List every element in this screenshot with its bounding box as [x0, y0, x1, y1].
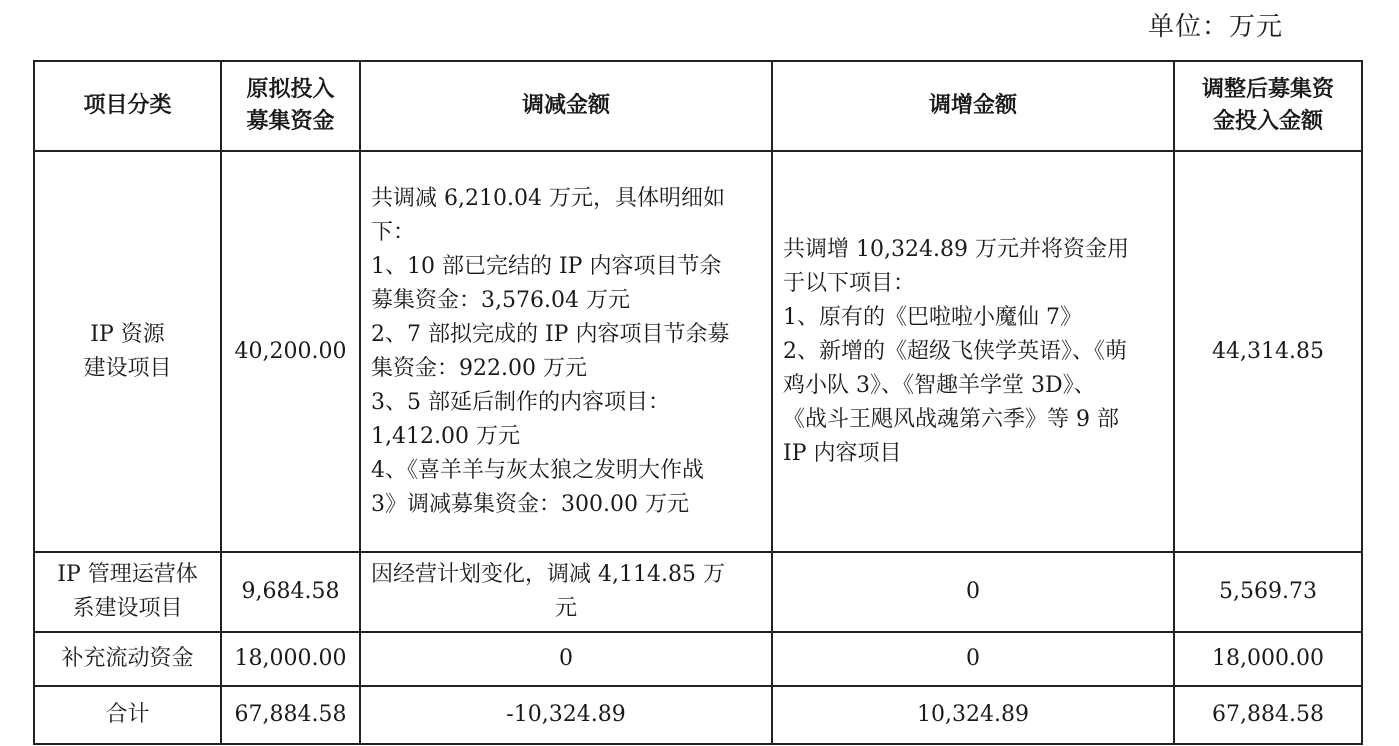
increase-line: IP 内容项目	[783, 440, 902, 466]
row-increase	[772, 151, 1174, 552]
category-line: IP 资源	[90, 321, 165, 347]
row-category: 补充流动资金	[34, 632, 221, 686]
decrease-line: 1,412.00 万元	[371, 423, 520, 449]
row-decrease	[360, 151, 772, 552]
decrease-line: 1、10 部已完结的 IP 内容项目节余	[371, 253, 722, 279]
row-category	[34, 552, 221, 632]
increase-line: 《战斗王飓风战魂第六季》等 9 部	[783, 406, 1119, 432]
increase-line: 2、新增的《超级飞侠学英语》、《萌	[783, 338, 1127, 364]
row-original: 9,684.58	[221, 552, 360, 632]
header-category: 项目分类	[34, 61, 221, 151]
decrease-line: 4、《喜羊羊与灰太狼之发明大作战	[371, 457, 704, 483]
decrease-line: 下：	[371, 219, 416, 245]
row-original: 18,000.00	[221, 632, 360, 686]
header-row	[34, 61, 1362, 151]
category-line: 建设项目	[83, 355, 172, 381]
increase-line: 共调增 10,324.89 万元并将资金用	[783, 236, 1129, 262]
decrease-line: 2、7 部拟完成的 IP 内容项目节余募	[371, 321, 730, 347]
row-adjusted: 18,000.00	[1174, 632, 1362, 686]
table-row	[34, 552, 1362, 632]
header-adjusted	[1174, 61, 1362, 151]
decrease-line: 集资金：922.00 万元	[371, 355, 587, 381]
decrease-line: 3、5 部延后制作的内容项目：	[371, 389, 670, 415]
decrease-line: 共调减 6,210.04 万元，具体明细如	[371, 185, 725, 211]
row-category	[34, 151, 221, 552]
header-original	[221, 61, 360, 151]
header-decrease: 调减金额	[360, 61, 772, 151]
row-decrease	[360, 552, 772, 632]
category-line: 系建设项目	[72, 596, 183, 621]
header-adjusted-line-1: 调整后募集资	[1201, 77, 1334, 102]
header-original-line-2: 募集资金	[246, 109, 335, 134]
row-category: 合计	[34, 686, 221, 744]
decrease-line: 元	[554, 596, 577, 621]
row-original: 40,200.00	[221, 151, 360, 552]
row-increase: 0	[772, 632, 1174, 686]
decrease-line: 因经营计划变化，调减 4,114.85 万	[371, 562, 725, 587]
header-increase: 调增金额	[772, 61, 1174, 151]
row-increase: 0	[772, 552, 1174, 632]
row-adjusted: 44,314.85	[1174, 151, 1362, 552]
row-adjusted: 67,884.58	[1174, 686, 1362, 744]
row-adjusted: 5,569.73	[1174, 552, 1362, 632]
row-increase: 10,324.89	[772, 686, 1174, 744]
table-row	[34, 632, 1362, 686]
unit-label: 单位：万元	[1148, 12, 1284, 42]
increase-line: 鸡小队 3》、《智趣羊学堂 3D》、	[783, 372, 1096, 398]
increase-line: 于以下项目：	[783, 270, 916, 296]
header-adjusted-line-2: 金投入金额	[1212, 109, 1323, 134]
row-original: 67,884.58	[221, 686, 360, 744]
total-row	[34, 686, 1362, 744]
table-row	[34, 151, 1362, 552]
header-original-line-1: 原拟投入	[246, 77, 335, 102]
fund-adjustment-table	[33, 60, 1363, 745]
category-line: IP 管理运营体	[57, 562, 198, 587]
decrease-line: 募集资金：3,576.04 万元	[371, 287, 630, 313]
row-decrease: -10,324.89	[360, 686, 772, 744]
increase-line: 1、原有的《巴啦啦小魔仙 7》	[783, 304, 1082, 330]
row-decrease: 0	[360, 632, 772, 686]
decrease-line: 3》调减募集资金：300.00 万元	[371, 491, 689, 517]
